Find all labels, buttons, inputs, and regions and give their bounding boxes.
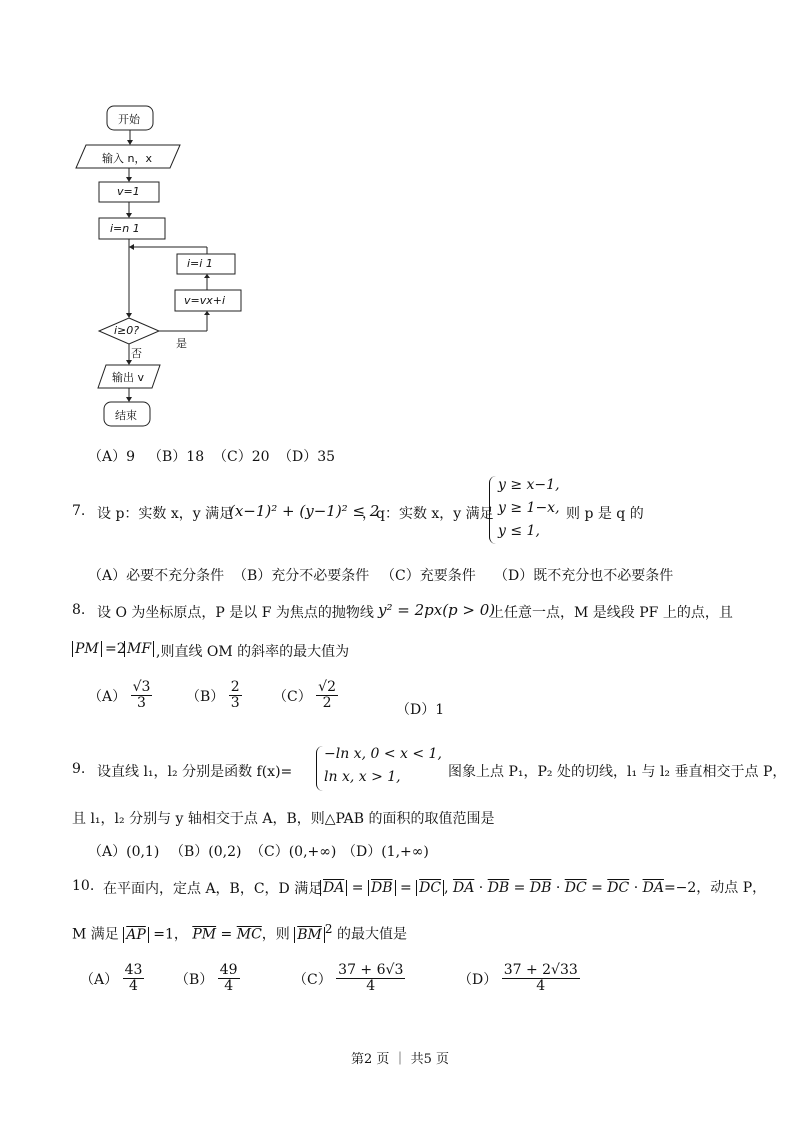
q9-option-a: （A）(0,1) <box>88 844 160 860</box>
q8-option-c-den: 2 <box>322 695 332 712</box>
q10-eq-3: = <box>513 880 526 896</box>
q8-expression: y² = 2px(p > 0) <box>378 601 496 619</box>
q8-option-a <box>88 680 152 712</box>
q9-system-brace <box>316 746 323 791</box>
q8-option-a-num: √3 <box>132 679 151 695</box>
flow-output-label: 输出 v <box>112 371 145 384</box>
q10-vec-dc-2: $\overline{DC}$ <box>607 880 630 896</box>
q10-vector-conditions: $\overline{DA} = \overline{DB} = \overline{DC}$ , $\overline{DA} \cdot \overline{DB} = \overline{DB} \cdot \overline{DC} = \overline{DC} \cdot \overline{DA}=-2$，动点 P， <box>320 877 766 897</box>
flow-decrement-label: i=i 1 <box>187 257 213 270</box>
q9-line2: 且 l₁，l₂ 分别与 y 轴相交于点 A，B，则△PAB 的面积的取值范围是 <box>72 811 495 827</box>
flow-input-label: 输入 n，x <box>102 152 152 165</box>
q10-option-c-label: （C） <box>293 971 332 988</box>
q10-option-c <box>293 963 405 995</box>
q8-option-c-fraction <box>316 680 338 712</box>
q6-option-d: （D）35 <box>278 449 336 465</box>
q10-option-c-num: 37 + 6√3 <box>338 962 404 978</box>
q7-option-b: （B）充分不必要条件 <box>233 568 370 584</box>
q10-line2-d: 的最大值是 <box>336 926 407 943</box>
q7-text-b: ，q：实数 x，y 满足 <box>362 506 494 522</box>
q10-vec-da-1: $\overline{DA}$ <box>452 880 475 896</box>
flow-no-label: 否 <box>131 347 142 360</box>
q10-eq-5: = <box>220 926 233 943</box>
q6-option-b: （B）18 <box>148 449 205 465</box>
q7-text-c: 则 p 是 q 的 <box>566 506 644 522</box>
q9-option-c: （C）(0,+∞) <box>250 844 337 860</box>
q10-vec-da-2: $\overline{DA}$ <box>642 880 664 896</box>
q8-number: 8. <box>72 602 86 618</box>
q10-option-a-num: 43 <box>124 962 143 978</box>
q8-line2-mid: =2 <box>105 641 126 657</box>
q9-number: 9. <box>72 761 86 777</box>
q6-option-a: （A）9 <box>88 449 136 465</box>
q10-option-b-num: 49 <box>219 962 238 978</box>
flowchart <box>0 0 300 440</box>
q8-abs-mf: MF <box>124 641 154 657</box>
flowchart-shapes <box>0 0 300 440</box>
q8-option-a-label: （A） <box>88 688 127 705</box>
q10-option-c-den: 4 <box>366 978 376 995</box>
q10-abs-ap: $\overline{AP}$ <box>123 927 149 943</box>
q10-eq-1: = <box>351 880 364 896</box>
q10-eq-4: = <box>591 880 603 896</box>
q9-option-d: （D）(1,+∞) <box>342 844 429 860</box>
q10-eq-2: = <box>399 880 412 896</box>
page-footer: 第2 页 ｜ 共5 页 <box>350 1052 450 1067</box>
q8-line1-b: 上任意一点，M 是线段 PF 上的点，且 <box>490 605 733 621</box>
q10-option-a <box>80 963 144 995</box>
q10-dot-2: · <box>555 880 561 896</box>
flow-condition-label: i≥0? <box>114 324 140 337</box>
flow-yes-label: 是 <box>176 337 187 350</box>
q9-text-b: 图象上点 P₁，P₂ 处的切线，l₁ 与 l₂ 垂直相交于点 P， <box>448 764 787 780</box>
q7-text-a: 设 p：实数 x，y 满足 <box>97 506 234 522</box>
q10-square: 2 <box>324 922 333 936</box>
q10-tail1: =−2，动点 P， <box>663 880 767 896</box>
q10-vec-pm: $\overline{PM}$ <box>192 926 217 943</box>
q7-system-row-3: y ≤ 1, <box>498 523 540 539</box>
q10-option-d-den: 4 <box>536 978 546 995</box>
q10-option-b <box>175 963 240 995</box>
q8-option-a-fraction <box>131 680 153 712</box>
q10-option-d <box>458 963 580 995</box>
q8-option-c-label: （C） <box>273 688 312 705</box>
q10-option-a-fraction <box>123 963 145 995</box>
q10-vec-mc: $\overline{MC}$ <box>236 926 262 943</box>
q7-system-row-2: y ≥ 1−x, <box>498 500 560 516</box>
q8-option-b-den: 3 <box>230 695 240 712</box>
q10-vec-db-1: $\overline{DB}$ <box>487 880 510 896</box>
q8-option-b-fraction <box>229 680 242 712</box>
flow-start-label: 开始 <box>118 113 140 126</box>
q10-abs-dc: $\overline{DC}$ <box>416 880 444 896</box>
q10-option-d-num: 37 + 2√33 <box>503 962 578 978</box>
q10-option-b-den: 4 <box>224 978 234 995</box>
q10-vec-dc-1: $\overline{DC}$ <box>564 880 587 896</box>
q9-option-b: （B）(0,2) <box>170 844 242 860</box>
q8-option-c <box>273 680 338 712</box>
flow-update-label: v=vx+i <box>184 294 226 307</box>
q10-line2-a: M 满足 <box>72 926 119 943</box>
q9-system-row-1: −ln x, 0 < x < 1, <box>324 746 442 762</box>
q7-system-brace <box>489 476 496 544</box>
q9-system-row-2: ln x, x > 1, <box>324 769 401 785</box>
q7-option-d: （D）既不充分也不必要条件 <box>494 568 674 584</box>
q8-line1-a: 设 O 为坐标原点，P 是以 F 为焦点的抛物线 <box>97 605 374 621</box>
q10-option-d-fraction <box>502 963 580 995</box>
q10-text-a: 在平面内，定点 A，B，C，D 满足 <box>103 881 323 897</box>
q10-line2-b: =1， <box>153 926 188 943</box>
q7-option-a: （A）必要不充分条件 <box>88 568 225 584</box>
q10-option-b-label: （B） <box>175 971 214 988</box>
q8-option-b-num: 2 <box>230 679 240 695</box>
flow-end-label: 结束 <box>115 409 137 422</box>
q10-abs-da: $\overline{DA}$ <box>320 880 347 896</box>
q10-option-a-label: （A） <box>80 971 119 988</box>
q7-option-c: （C）充要条件 <box>381 568 476 584</box>
q10-vec-db-2: $\overline{DB}$ <box>529 880 552 896</box>
q8-option-b <box>186 680 242 712</box>
q9-text-a: 设直线 l₁，l₂ 分别是函数 f(x)= <box>97 764 293 780</box>
q7-expression: (x−1)² + (y−1)² ≤ 2 <box>229 502 380 520</box>
q10-dot-1: · <box>478 880 484 896</box>
q8-option-c-num: √2 <box>318 679 336 695</box>
q10-option-a-den: 4 <box>129 978 138 995</box>
q10-line2 <box>72 922 407 944</box>
q8-option-b-label: （B） <box>186 688 225 705</box>
flow-init-v-label: v=1 <box>117 185 140 198</box>
q8-abs-pm: PM <box>72 641 102 657</box>
q7-system-row-1: y ≥ x−1, <box>498 477 560 493</box>
q6-option-c: （C）20 <box>213 449 270 465</box>
q10-abs-db: $\overline{DB}$ <box>368 880 396 896</box>
q10-number: 10. <box>72 878 95 894</box>
q7-number: 7. <box>72 503 86 519</box>
q10-option-c-fraction <box>336 963 405 995</box>
q10-option-b-fraction <box>218 963 240 995</box>
q8-option-a-den: 3 <box>137 695 146 712</box>
q10-line2-c: ，则 <box>261 926 290 943</box>
q10-abs-bm: $\overline{BM}$ <box>294 927 325 943</box>
q8-option-d: （D）1 <box>396 702 445 718</box>
q8-line2-b: ,则直线 OM 的斜率的最大值为 <box>156 644 350 660</box>
flow-init-i-label: i=n 1 <box>110 222 140 235</box>
q10-option-d-label: （D） <box>458 971 498 988</box>
q10-dot-3: · <box>633 880 639 896</box>
